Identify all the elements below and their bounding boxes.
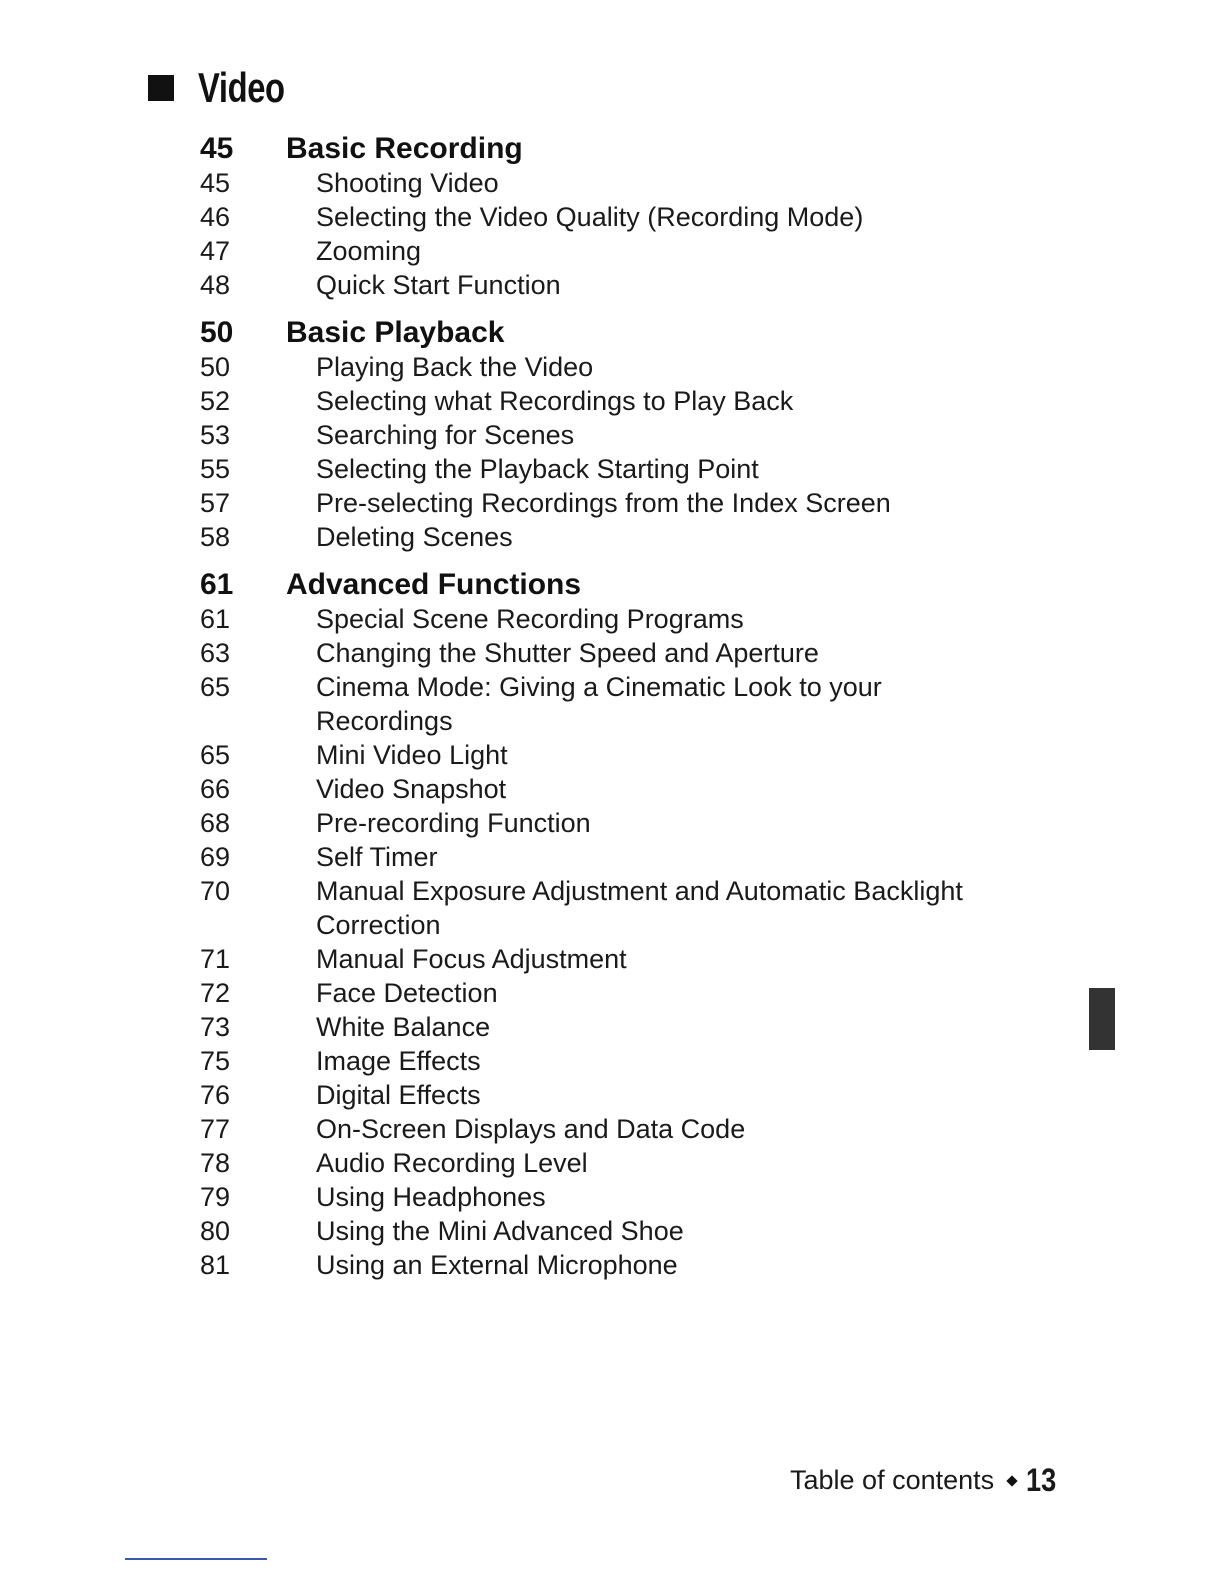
toc-entry-page: 68: [200, 808, 231, 838]
toc-group-heading[interactable]: [200, 126, 1100, 166]
toc-entry-page: 78: [200, 1148, 231, 1178]
section-title: Video: [198, 64, 285, 111]
toc-entry[interactable]: [200, 1112, 1100, 1146]
toc-entry[interactable]: [200, 976, 1100, 1010]
toc-entry-page: 46: [200, 202, 231, 232]
chapter-tab-marker: [1089, 988, 1115, 1050]
toc-entry[interactable]: [200, 806, 1100, 840]
toc-entry[interactable]: [200, 1010, 1100, 1044]
toc-entry-title: Mini Video Light: [316, 740, 508, 770]
toc-entry-title: Video Snapshot: [316, 774, 507, 804]
toc-group-page: 61: [200, 568, 234, 601]
toc-entry[interactable]: [200, 670, 1100, 738]
toc-entry-title: Searching for Scenes: [316, 420, 575, 450]
toc-entry-page: 61: [200, 604, 231, 634]
toc-entry-title: Cinema Mode: Giving a Cinematic Look to your Recordings: [316, 672, 882, 736]
toc-group-title: Basic Recording: [286, 132, 523, 165]
toc-entry-title: Using Headphones: [316, 1182, 546, 1212]
toc-entry-title: Shooting Video: [316, 168, 499, 198]
toc-entry-page: 79: [200, 1182, 231, 1212]
toc-entry-page: 72: [200, 978, 231, 1008]
toc-entry[interactable]: [200, 942, 1100, 976]
toc-group-page: 45: [200, 132, 234, 165]
toc-entry-title: Deleting Scenes: [316, 522, 513, 552]
toc-entry-title: Using the Mini Advanced Shoe: [316, 1216, 684, 1246]
toc-entry-page: 63: [200, 638, 231, 668]
footer-label: Table of contents: [790, 1465, 995, 1495]
toc-entry-title: Audio Recording Level: [316, 1148, 588, 1178]
square-bullet-icon: [148, 75, 174, 101]
section-header: [148, 64, 309, 112]
page-number: 13: [1026, 1462, 1057, 1498]
toc-entry[interactable]: [200, 452, 1100, 486]
toc-entry[interactable]: [200, 268, 1100, 302]
toc-entry[interactable]: [200, 772, 1100, 806]
toc-group-advanced-functions: [200, 562, 1100, 1282]
toc-entry[interactable]: [200, 874, 1100, 942]
toc-entry-page: 76: [200, 1080, 231, 1110]
toc-entry-page: 50: [200, 352, 231, 382]
toc-entry-page: 45: [200, 168, 231, 198]
toc-entry-title: Playing Back the Video: [316, 352, 594, 382]
toc-entry[interactable]: [200, 738, 1100, 772]
toc-entry[interactable]: [200, 1044, 1100, 1078]
toc-entry-page: 77: [200, 1114, 231, 1144]
page-footer: [790, 1462, 1062, 1499]
toc-entry-title: On-Screen Displays and Data Code: [316, 1114, 746, 1144]
toc-entry[interactable]: [200, 350, 1100, 384]
toc-entry-page: 80: [200, 1216, 231, 1246]
toc-entry[interactable]: [200, 166, 1100, 200]
toc-entry-title: Special Scene Recording Programs: [316, 604, 744, 634]
toc-entry-page: 47: [200, 236, 231, 266]
toc-entry-page: 53: [200, 420, 231, 450]
toc-entry-page: 81: [200, 1250, 231, 1280]
toc-entry[interactable]: [200, 602, 1100, 636]
toc-group-heading[interactable]: [200, 562, 1100, 602]
toc-entry-title: Pre-selecting Recordings from the Index Screen: [316, 488, 891, 518]
toc-entry-page: 52: [200, 386, 231, 416]
toc-entry-title: Using an External Microphone: [316, 1250, 678, 1280]
table-of-contents: [200, 126, 1100, 1290]
toc-group-basic-recording: [200, 126, 1100, 302]
toc-entry-page: 71: [200, 944, 231, 974]
toc-entry-title: Self Timer: [316, 842, 438, 872]
toc-group-basic-playback: [200, 310, 1100, 554]
toc-entry-page: 58: [200, 522, 231, 552]
toc-entry[interactable]: [200, 840, 1100, 874]
toc-entry-page: 57: [200, 488, 231, 518]
toc-entry[interactable]: [200, 418, 1100, 452]
toc-entry-page: 75: [200, 1046, 231, 1076]
toc-group-heading[interactable]: [200, 310, 1100, 350]
toc-entry[interactable]: [200, 1248, 1100, 1282]
bottom-rule: [125, 1558, 267, 1560]
diamond-icon: [1006, 1475, 1017, 1486]
toc-entry-title: Zooming: [316, 236, 422, 266]
toc-entry[interactable]: [200, 636, 1100, 670]
toc-entry-page: 65: [200, 672, 231, 702]
toc-entry-page: 65: [200, 740, 231, 770]
toc-group-title: Basic Playback: [286, 316, 505, 349]
toc-entry[interactable]: [200, 1146, 1100, 1180]
toc-group-title: Advanced Functions: [286, 568, 582, 601]
toc-entry-title: Selecting the Video Quality (Recording Mode): [316, 202, 864, 232]
toc-entry-page: 55: [200, 454, 231, 484]
toc-entry-title: Selecting the Playback Starting Point: [316, 454, 759, 484]
toc-entry[interactable]: [200, 1180, 1100, 1214]
toc-entry[interactable]: [200, 1214, 1100, 1248]
toc-entry-page: 66: [200, 774, 231, 804]
toc-entry[interactable]: [200, 486, 1100, 520]
toc-entry-title: Digital Effects: [316, 1080, 481, 1110]
toc-entry[interactable]: [200, 520, 1100, 554]
toc-entry[interactable]: [200, 1078, 1100, 1112]
toc-entry-title: Pre-recording Function: [316, 808, 591, 838]
toc-entry-title: Selecting what Recordings to Play Back: [316, 386, 794, 416]
toc-entry-title: Face Detection: [316, 978, 498, 1008]
toc-entry[interactable]: [200, 234, 1100, 268]
toc-entry-title: Image Effects: [316, 1046, 481, 1076]
toc-entry-title: Manual Exposure Adjustment and Automatic Backlight Correction: [316, 876, 963, 940]
toc-entry-page: 48: [200, 270, 231, 300]
toc-entry-title: Manual Focus Adjustment: [316, 944, 627, 974]
toc-entry-page: 73: [200, 1012, 231, 1042]
toc-entry-title: Quick Start Function: [316, 270, 561, 300]
toc-entry-page: 69: [200, 842, 231, 872]
toc-entry-page: 70: [200, 876, 231, 906]
toc-entry[interactable]: [200, 384, 1100, 418]
toc-group-page: 50: [200, 316, 234, 349]
toc-entry-title: White Balance: [316, 1012, 491, 1042]
toc-entry[interactable]: [200, 200, 1100, 234]
toc-entry-title: Changing the Shutter Speed and Aperture: [316, 638, 819, 668]
